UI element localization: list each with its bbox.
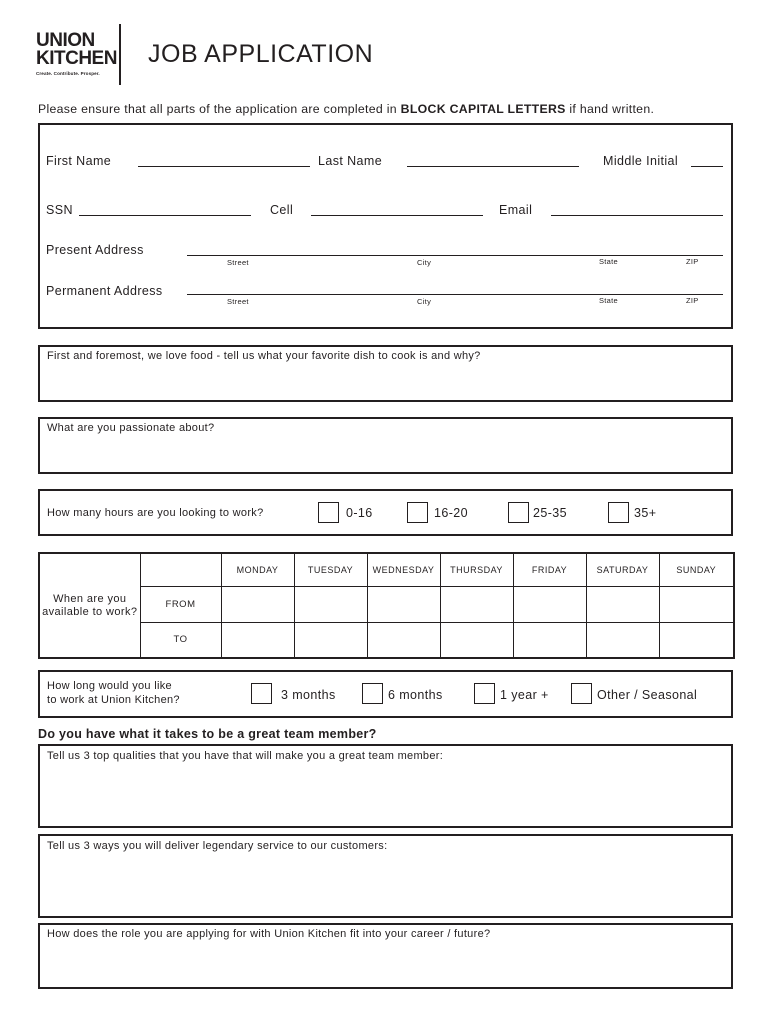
- present-street-caption: Street: [227, 258, 249, 267]
- from-thursday-cell[interactable]: [440, 586, 513, 622]
- service-question: Tell us 3 ways you will deliver legendary service to our customers:: [47, 840, 388, 852]
- day-header-wednesday: WEDNESDAY: [367, 553, 440, 586]
- permanent-address-label: Permanent Address: [46, 284, 163, 298]
- middle-initial-label: Middle Initial: [603, 154, 679, 168]
- email-field[interactable]: [551, 215, 723, 216]
- qualities-question: Tell us 3 top qualities that you have that will make you a great team member:: [47, 750, 444, 762]
- day-header-friday: FRIDAY: [513, 553, 586, 586]
- present-address-field[interactable]: [187, 255, 723, 256]
- present-zip-caption: ZIP: [686, 257, 699, 266]
- to-friday-cell[interactable]: [513, 622, 586, 658]
- present-state-caption: State: [599, 257, 619, 266]
- hours-0-16-checkbox[interactable]: [318, 502, 339, 523]
- duration-6-months-checkbox[interactable]: [362, 683, 383, 704]
- duration-other-checkbox[interactable]: [571, 683, 592, 704]
- day-header-thursday: THURSDAY: [440, 553, 513, 586]
- to-row-label: TO: [140, 622, 221, 658]
- day-header-monday: MONDAY: [221, 553, 294, 586]
- to-thursday-cell[interactable]: [440, 622, 513, 658]
- to-monday-cell[interactable]: [221, 622, 294, 658]
- email-label: Email: [499, 203, 533, 217]
- to-wednesday-cell[interactable]: [367, 622, 440, 658]
- present-address-label: Present Address: [46, 243, 144, 257]
- instruction-emphasis: BLOCK CAPITAL LETTERS: [400, 102, 566, 116]
- first-name-field[interactable]: [138, 166, 310, 167]
- day-header-tuesday: TUESDAY: [294, 553, 367, 586]
- hours-35-plus-label: 35+: [634, 506, 657, 520]
- logo-line-kitchen: KITCHEN: [36, 48, 117, 69]
- passion-question: What are you passionate about?: [47, 422, 215, 434]
- hours-0-16-label: 0-16: [346, 506, 373, 520]
- logo-line-union: UNION: [36, 30, 95, 51]
- to-tuesday-cell[interactable]: [294, 622, 367, 658]
- hours-16-20-checkbox[interactable]: [407, 502, 428, 523]
- page-title: JOB APPLICATION: [148, 40, 374, 68]
- middle-initial-field[interactable]: [691, 166, 723, 167]
- duration-3-months-label: 3 months: [281, 688, 336, 702]
- hours-25-35-label: 25-35: [533, 506, 567, 520]
- header-divider: [119, 24, 121, 85]
- union-kitchen-logo: [36, 30, 117, 76]
- day-header-saturday: SATURDAY: [586, 553, 659, 586]
- logo-tagline: Create. Contribute. Prosper.: [36, 71, 100, 76]
- duration-other-label: Other / Seasonal: [597, 688, 698, 702]
- cell-field[interactable]: [311, 215, 483, 216]
- duration-3-months-checkbox[interactable]: [251, 683, 272, 704]
- from-saturday-cell[interactable]: [586, 586, 659, 622]
- from-monday-cell[interactable]: [221, 586, 294, 622]
- ssn-field[interactable]: [79, 215, 251, 216]
- permanent-street-caption: Street: [227, 297, 249, 306]
- from-wednesday-cell[interactable]: [367, 586, 440, 622]
- ssn-label: SSN: [46, 203, 73, 217]
- duration-question-line2: to work at Union Kitchen?: [47, 694, 180, 706]
- hours-question: How many hours are you looking to work?: [47, 507, 264, 519]
- present-city-caption: City: [417, 258, 432, 267]
- duration-6-months-label: 6 months: [388, 688, 443, 702]
- hours-16-20-label: 16-20: [434, 506, 468, 520]
- cell-label: Cell: [270, 203, 294, 217]
- last-name-field[interactable]: [407, 166, 579, 167]
- from-sunday-cell[interactable]: [659, 586, 734, 622]
- availability-question: When are you available to work?: [39, 553, 140, 658]
- from-tuesday-cell[interactable]: [294, 586, 367, 622]
- hours-35-plus-checkbox[interactable]: [608, 502, 629, 523]
- permanent-state-caption: State: [599, 296, 619, 305]
- permanent-zip-caption: ZIP: [686, 296, 699, 305]
- availability-table: [38, 552, 735, 659]
- permanent-address-field[interactable]: [187, 294, 723, 295]
- duration-1-year-checkbox[interactable]: [474, 683, 495, 704]
- from-friday-cell[interactable]: [513, 586, 586, 622]
- team-member-heading: Do you have what it takes to be a great team member?: [38, 727, 377, 741]
- from-row-label: FROM: [140, 586, 221, 622]
- favorite-dish-question: First and foremost, we love food - tell us what your favorite dish to cook is and why?: [47, 350, 481, 362]
- career-question: How does the role you are applying for with Union Kitchen fit into your career / future?: [47, 928, 491, 940]
- first-name-label: First Name: [46, 154, 112, 168]
- to-sunday-cell[interactable]: [659, 622, 734, 658]
- permanent-city-caption: City: [417, 297, 432, 306]
- instruction-text: Please ensure that all parts of the application are completed in BLOCK CAPITAL LETTERS if hand written.: [38, 102, 655, 116]
- day-header-sunday: SUNDAY: [659, 553, 734, 586]
- last-name-label: Last Name: [318, 154, 383, 168]
- duration-1-year-label: 1 year +: [500, 688, 549, 702]
- availability-corner-cell: [140, 553, 221, 586]
- to-saturday-cell[interactable]: [586, 622, 659, 658]
- hours-25-35-checkbox[interactable]: [508, 502, 529, 523]
- duration-question-line1: How long would you like: [47, 680, 172, 692]
